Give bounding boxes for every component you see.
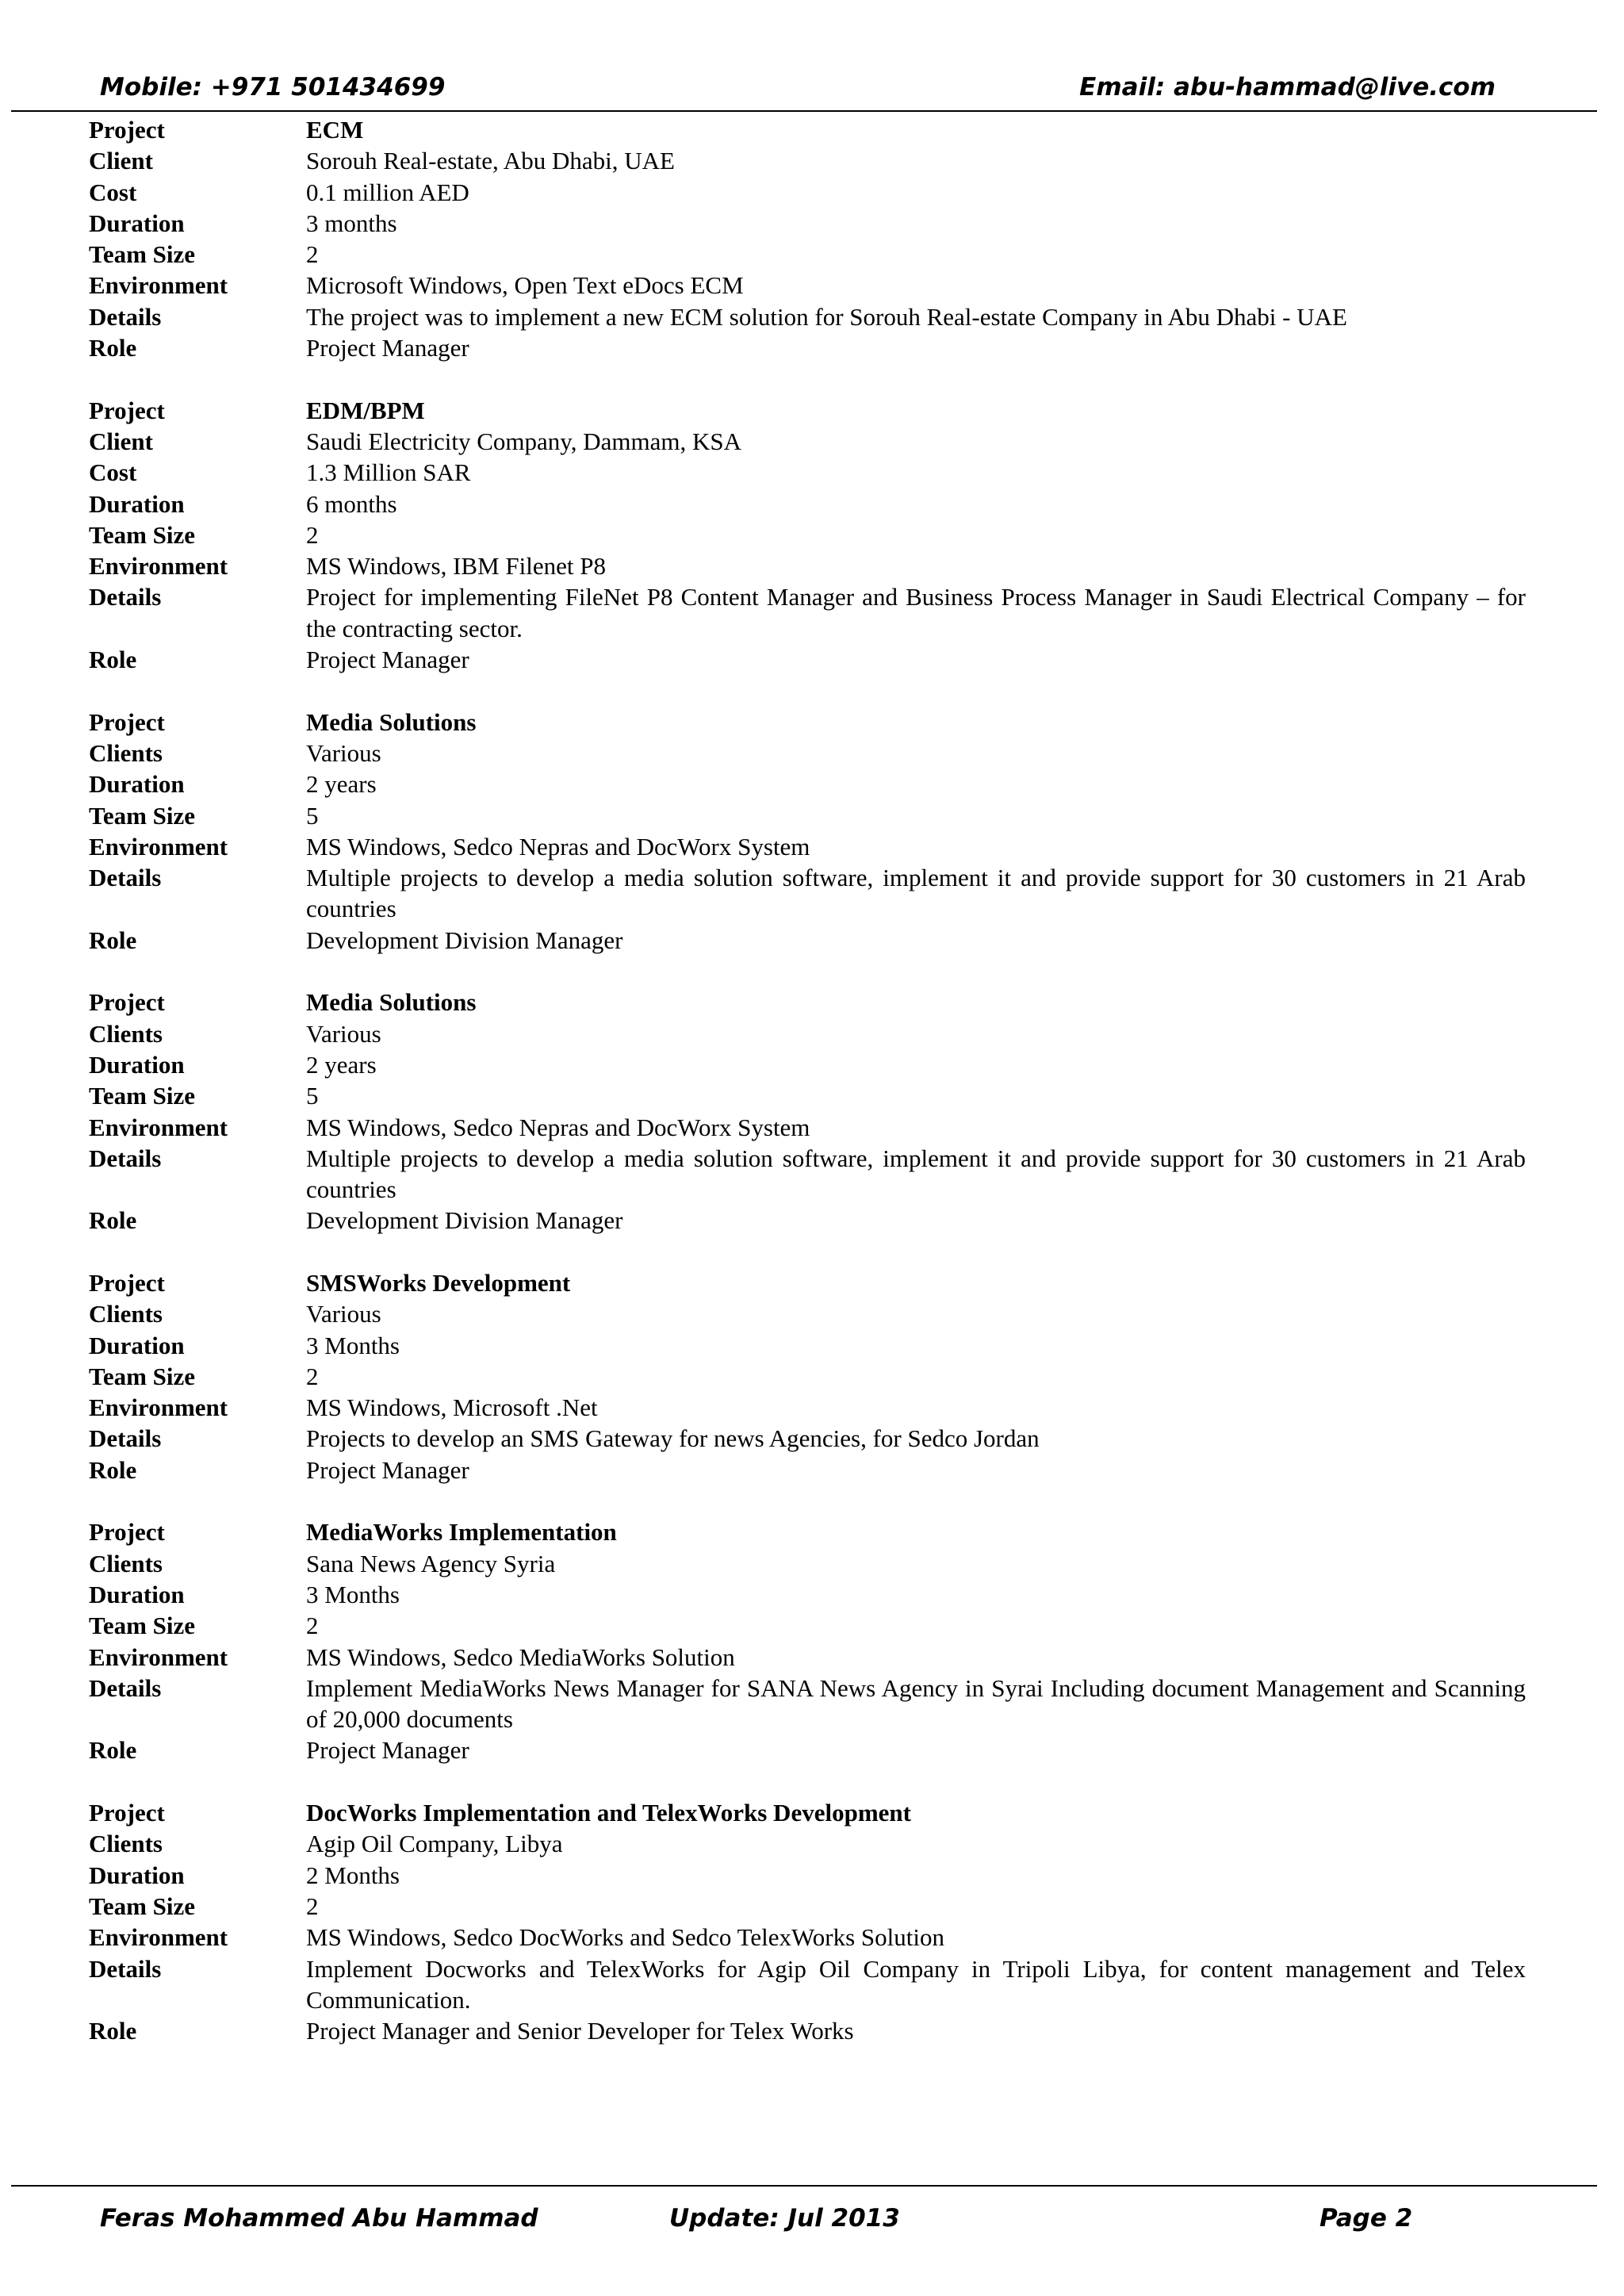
project-field-row	[89, 1205, 1526, 1236]
field-label: Details	[89, 583, 162, 611]
project-field-row	[89, 270, 1526, 301]
project-field-row	[89, 457, 1526, 488]
project-field-row	[89, 1267, 1526, 1298]
field-value: MS Windows, Sedco MediaWorks Solution	[306, 1642, 735, 1671]
project-field-row	[89, 1610, 1526, 1641]
project-field-row	[89, 1143, 1526, 1205]
project-field-row	[89, 1673, 1526, 1735]
project-field-row	[89, 738, 1526, 769]
project-block	[89, 114, 1526, 363]
field-value: Sana News Agency Syria	[306, 1549, 556, 1577]
field-label: Client	[89, 427, 153, 455]
field-label: Duration	[89, 1331, 185, 1359]
project-field-row	[89, 519, 1526, 550]
field-label: Duration	[89, 770, 185, 799]
project-field-row	[89, 831, 1526, 862]
field-value: Agip Oil Company, Libya	[306, 1830, 563, 1858]
project-field-row	[89, 208, 1526, 239]
field-value: Project Manager and Senior Developer for Telex Works	[306, 2017, 854, 2045]
field-value: MS Windows, Sedco Nepras and DocWorx System	[306, 832, 810, 861]
field-label: Details	[89, 1144, 162, 1172]
project-title: EDM/BPM	[306, 396, 425, 424]
field-value: MS Windows, IBM Filenet P8	[306, 552, 606, 581]
project-field-row	[89, 489, 1526, 519]
field-label: Clients	[89, 1019, 163, 1048]
project-field-row	[89, 707, 1526, 738]
field-label: Team Size	[89, 240, 196, 269]
field-value: 5	[306, 1082, 319, 1110]
project-field-row	[89, 1392, 1526, 1423]
project-field-row	[89, 426, 1526, 457]
header-divider	[11, 110, 1597, 112]
project-field-row	[89, 1361, 1526, 1392]
project-field-row	[89, 1860, 1526, 1891]
project-title: SMSWorks Development	[306, 1268, 571, 1297]
project-field-row	[89, 177, 1526, 208]
field-value: 2	[306, 1892, 319, 1920]
field-value: Various	[306, 1019, 381, 1048]
field-value: Implement Docworks and TelexWorks for Agip Oil Company in Tripoli Libya, for content management and Telex Communication.	[306, 1954, 1526, 2014]
field-label: Duration	[89, 1580, 185, 1608]
project-block	[89, 1797, 1526, 2046]
field-label: Team Size	[89, 1892, 196, 1920]
field-label: Environment	[89, 1642, 228, 1671]
field-label: Clients	[89, 1300, 163, 1328]
field-label: Details	[89, 1424, 162, 1453]
project-title: Media Solutions	[306, 988, 477, 1017]
field-value: Project Manager	[306, 334, 469, 362]
field-value: 3 Months	[306, 1331, 400, 1359]
project-block	[89, 1516, 1526, 1765]
field-value: 6 months	[306, 489, 397, 518]
field-value: The project was to implement a new ECM solution for Sorouh Real-estate Company in Abu Dhabi - UAE	[306, 302, 1347, 331]
field-value: Multiple projects to develop a media solution software, implement it and provide support for 30 customers in 21 Arab countries	[306, 1144, 1526, 1204]
project-field-row	[89, 644, 1526, 675]
project-field-row	[89, 1455, 1526, 1485]
project-field-row	[89, 2015, 1526, 2046]
project-field-row	[89, 769, 1526, 799]
field-value: Projects to develop an SMS Gateway for news Agencies, for Sedco Jordan	[306, 1424, 1040, 1453]
project-field-row	[89, 1642, 1526, 1673]
project-title: DocWorks Implementation and TelexWorks Development	[306, 1799, 911, 1827]
field-label: Environment	[89, 552, 228, 581]
field-label: Role	[89, 2017, 137, 2045]
field-label: Duration	[89, 1050, 185, 1079]
field-label: Environment	[89, 1923, 228, 1952]
field-value: 2	[306, 1612, 319, 1640]
field-label: Clients	[89, 738, 163, 767]
field-value: Multiple projects to develop a media solution software, implement it and provide support for 30 customers in 21 Arab countries	[306, 864, 1526, 923]
field-label: Project	[89, 988, 165, 1017]
field-label: Team Size	[89, 1612, 196, 1640]
field-value: 5	[306, 801, 319, 830]
field-label: Team Size	[89, 1082, 196, 1110]
project-field-row	[89, 550, 1526, 581]
field-label: Project	[89, 1518, 165, 1547]
field-value: Project Manager	[306, 646, 469, 674]
field-label: Role	[89, 1206, 137, 1235]
footer-divider	[11, 2185, 1597, 2187]
field-label: Clients	[89, 1549, 163, 1577]
project-field-row	[89, 1828, 1526, 1859]
field-label: Role	[89, 1736, 137, 1765]
field-value: 2 years	[306, 770, 377, 799]
field-label: Project	[89, 707, 165, 736]
field-label: Project	[89, 1268, 165, 1297]
field-value: Various	[306, 1300, 381, 1328]
field-value: MS Windows, Microsoft .Net	[306, 1393, 598, 1422]
field-value: 2	[306, 1362, 319, 1390]
project-field-row	[89, 1953, 1526, 2016]
field-label: Duration	[89, 209, 185, 237]
footer-update: Update: Jul 2013	[669, 2204, 900, 2233]
field-value: Project Manager	[306, 1736, 469, 1765]
field-value: 2	[306, 520, 319, 549]
footer-page-number: Page 2	[1320, 2204, 1413, 2233]
field-label: Environment	[89, 1393, 228, 1422]
field-value: 3 Months	[306, 1580, 400, 1608]
field-value: Project for implementing FileNet P8 Content Manager and Business Process Manager in Saudi Electrical Company – for the contracting sector.	[306, 583, 1526, 642]
field-label: Duration	[89, 1861, 185, 1889]
field-label: Environment	[89, 832, 228, 861]
field-value: Sorouh Real-estate, Abu Dhabi, UAE	[306, 147, 675, 175]
project-field-row	[89, 800, 1526, 831]
field-label: Project	[89, 1799, 165, 1827]
field-value: Implement MediaWorks News Manager for SANA News Agency in Syrai Including document Management and Scanning of 20,000 documents	[306, 1673, 1526, 1734]
project-title: ECM	[306, 116, 364, 144]
field-label: Project	[89, 396, 165, 424]
project-field-row	[89, 581, 1526, 644]
project-field-row	[89, 1330, 1526, 1361]
field-value: Project Manager	[306, 1455, 469, 1484]
field-label: Clients	[89, 1830, 163, 1858]
field-label: Role	[89, 646, 137, 674]
field-label: Role	[89, 334, 137, 362]
project-list	[89, 114, 1526, 2078]
field-label: Team Size	[89, 1362, 196, 1390]
field-value: Various	[306, 738, 381, 767]
project-field-row	[89, 1080, 1526, 1111]
field-value: 2 years	[306, 1050, 377, 1079]
project-field-row	[89, 1112, 1526, 1143]
field-label: Team Size	[89, 801, 196, 830]
field-label: Cost	[89, 458, 137, 487]
project-field-row	[89, 1548, 1526, 1579]
project-field-row	[89, 987, 1526, 1018]
project-block	[89, 395, 1526, 676]
field-label: Environment	[89, 1113, 228, 1141]
project-title: MediaWorks Implementation	[306, 1518, 617, 1547]
project-field-row	[89, 301, 1526, 332]
project-field-row	[89, 114, 1526, 145]
project-field-row	[89, 1734, 1526, 1765]
field-label: Details	[89, 302, 162, 331]
field-label: Details	[89, 1954, 162, 1983]
project-field-row	[89, 862, 1526, 925]
project-block	[89, 1267, 1526, 1485]
project-field-row	[89, 239, 1526, 270]
project-field-row	[89, 145, 1526, 176]
field-value: 1.3 Million SAR	[306, 458, 471, 487]
field-label: Role	[89, 1455, 137, 1484]
field-value: Microsoft Windows, Open Text eDocs ECM	[306, 271, 744, 300]
project-field-row	[89, 1516, 1526, 1547]
project-field-row	[89, 1891, 1526, 1922]
field-value: 0.1 million AED	[306, 178, 469, 206]
footer-name: Feras Mohammed Abu Hammad	[100, 2204, 538, 2233]
field-label: Details	[89, 1673, 162, 1702]
field-label: Role	[89, 926, 137, 954]
field-value: Development Division Manager	[306, 926, 623, 954]
field-label: Cost	[89, 178, 137, 206]
project-field-row	[89, 395, 1526, 426]
header-email: Email: abu-hammad@live.com	[1079, 73, 1496, 102]
project-field-row	[89, 1423, 1526, 1454]
field-label: Duration	[89, 489, 185, 518]
field-value: 3 months	[306, 209, 397, 237]
field-value: MS Windows, Sedco DocWorks and Sedco TelexWorks Solution	[306, 1923, 945, 1952]
project-field-row	[89, 1797, 1526, 1828]
project-block	[89, 987, 1526, 1236]
project-field-row	[89, 1018, 1526, 1049]
project-block	[89, 707, 1526, 956]
project-field-row	[89, 1579, 1526, 1610]
field-label: Team Size	[89, 520, 196, 549]
page-footer	[0, 2185, 1624, 2296]
project-field-row	[89, 332, 1526, 363]
field-value: 2	[306, 240, 319, 269]
header-mobile: Mobile: +971 501434699	[100, 73, 446, 102]
project-field-row	[89, 1922, 1526, 1953]
field-label: Project	[89, 116, 165, 144]
field-value: MS Windows, Sedco Nepras and DocWorx System	[306, 1113, 810, 1141]
field-value: Saudi Electricity Company, Dammam, KSA	[306, 427, 742, 455]
page-header	[0, 0, 1624, 111]
project-title: Media Solutions	[306, 707, 477, 736]
field-label: Details	[89, 864, 162, 892]
field-value: Development Division Manager	[306, 1206, 623, 1235]
project-field-row	[89, 1298, 1526, 1329]
field-label: Environment	[89, 271, 228, 300]
project-field-row	[89, 1049, 1526, 1080]
field-value: 2 Months	[306, 1861, 400, 1889]
project-field-row	[89, 925, 1526, 956]
field-label: Client	[89, 147, 153, 175]
